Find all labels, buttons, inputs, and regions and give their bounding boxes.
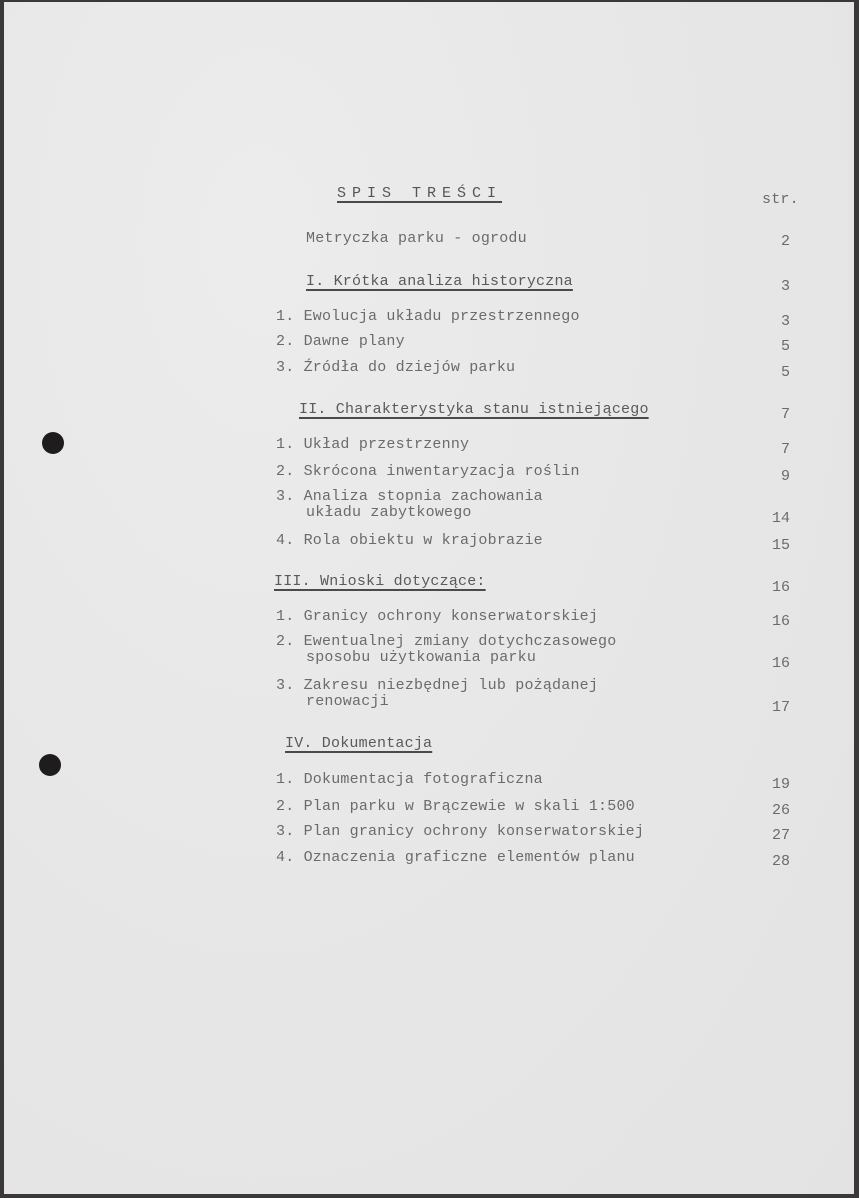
toc-entry-continuation: układu zabytkowego bbox=[306, 504, 472, 521]
toc-page-number: 16 bbox=[771, 579, 790, 596]
toc-page-number: 16 bbox=[771, 613, 790, 630]
toc-section-heading: II. Charakterystyka stanu istniejącego bbox=[299, 401, 649, 418]
toc-page-number: 28 bbox=[771, 853, 790, 870]
toc-entry: 1. Granicy ochrony konserwatorskiej bbox=[276, 608, 599, 625]
toc-section-heading: I. Krótka analiza historyczna bbox=[306, 273, 573, 290]
toc-page-number: 27 bbox=[771, 827, 790, 844]
toc-page-number: 9 bbox=[780, 468, 790, 485]
toc-entry: 1. Dokumentacja fotograficzna bbox=[276, 771, 543, 788]
toc-entry: 4. Rola obiektu w krajobrazie bbox=[276, 532, 543, 549]
toc-page-number: 26 bbox=[771, 802, 790, 819]
toc-page-number: 5 bbox=[780, 338, 790, 355]
toc-page-number: 19 bbox=[771, 776, 790, 793]
toc-page-number: 7 bbox=[780, 406, 790, 423]
toc-page-number: 2 bbox=[780, 233, 790, 250]
toc-entry: Metryczka parku - ogrodu bbox=[306, 230, 527, 247]
toc-entry: 2. Ewentualnej zmiany dotychczasowego bbox=[276, 633, 617, 650]
document-page bbox=[4, 2, 854, 1194]
toc-page-number: 3 bbox=[780, 278, 790, 295]
toc-page-number: 3 bbox=[780, 313, 790, 330]
toc-entry: 3. Źródła do dziejów parku bbox=[276, 359, 516, 376]
toc-page-number: 16 bbox=[771, 655, 790, 672]
page-title: SPIS TREŚCI bbox=[337, 185, 503, 202]
toc-entry: 2. Dawne plany bbox=[276, 333, 405, 350]
toc-entry: 2. Skrócona inwentaryzacja roślin bbox=[276, 463, 580, 480]
toc-entry: 1. Układ przestrzenny bbox=[276, 436, 470, 453]
toc-page-number: 7 bbox=[780, 441, 790, 458]
toc-page-number: 15 bbox=[771, 537, 790, 554]
punch-hole-top bbox=[42, 432, 64, 454]
toc-entry: 1. Ewolucja układu przestrzennego bbox=[276, 308, 580, 325]
toc-entry: 2. Plan parku w Brączewie w skali 1:500 bbox=[276, 798, 635, 815]
toc-entry: 3. Analiza stopnia zachowania bbox=[276, 488, 543, 505]
toc-page-number: 5 bbox=[780, 364, 790, 381]
page-column-label: str. bbox=[762, 191, 799, 208]
toc-section-heading: III. Wnioski dotyczące: bbox=[274, 573, 486, 590]
toc-entry-continuation: renowacji bbox=[306, 693, 389, 710]
toc-entry: 3. Zakresu niezbędnej lub pożądanej bbox=[276, 677, 599, 694]
toc-entry: 4. Oznaczenia graficzne elementów planu bbox=[276, 849, 635, 866]
toc-page-number: 14 bbox=[771, 510, 790, 527]
toc-page-number: 17 bbox=[771, 699, 790, 716]
punch-hole-bottom bbox=[39, 754, 61, 776]
toc-entry-continuation: sposobu użytkowania parku bbox=[306, 649, 537, 666]
toc-section-heading: IV. Dokumentacja bbox=[285, 735, 433, 752]
toc-entry: 3. Plan granicy ochrony konserwatorskiej bbox=[276, 823, 645, 840]
